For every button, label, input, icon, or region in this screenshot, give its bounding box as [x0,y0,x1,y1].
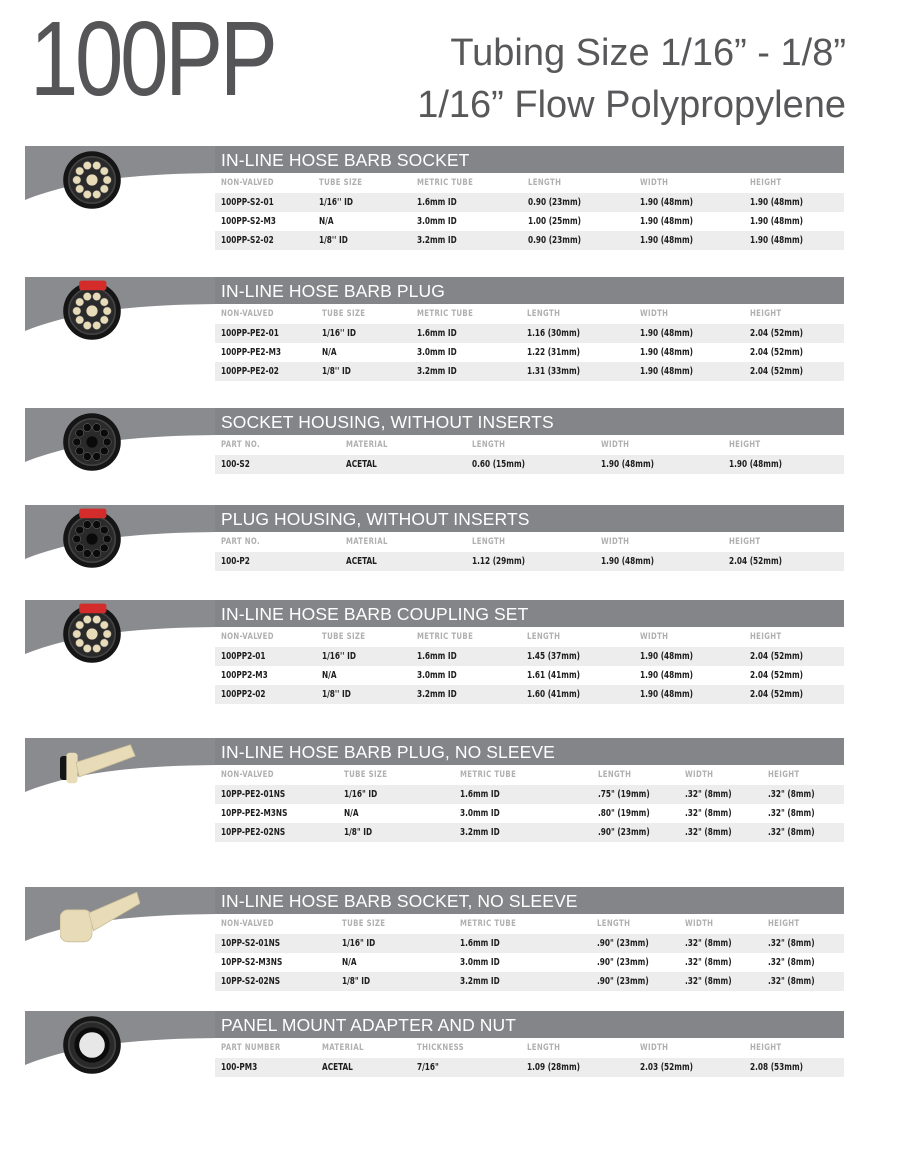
column-header: WIDTH [640,309,669,319]
table-cell: .32" (8mm) [768,827,815,838]
part-number-cell: 100-PM3 [221,1062,258,1073]
column-header: NON-VALVED [221,632,274,642]
column-header: METRIC TUBE [460,919,517,929]
table-header-row [215,533,844,552]
table-cell: 1.90 (48mm) [640,366,693,377]
column-header: HEIGHT [750,1043,782,1053]
table-cell: 2.08 (53mm) [750,1062,803,1073]
table-cell: 3.2mm ID [417,366,457,377]
table-cell: ACETAL [346,556,377,567]
table-row [215,685,844,704]
column-header: NON-VALVED [221,178,274,188]
table-cell: 1.90 (48mm) [640,235,693,246]
column-header: PART NO. [221,440,260,450]
table-cell: 1.90 (48mm) [640,197,693,208]
part-number-cell: 10PP-PE2-M3NS [221,808,288,819]
table-row [215,212,844,231]
table-cell: .32" (8mm) [768,976,815,987]
table-header-row [215,915,844,934]
table-cell: 1.60 (41mm) [527,689,580,700]
column-header: LENGTH [597,919,631,929]
part-number-cell: 100-P2 [221,556,250,567]
column-header: LENGTH [528,178,562,188]
brand-title: 100PP [30,0,275,118]
part-number-cell: 100PP2-M3 [221,670,268,681]
table-cell: 1.90 (48mm) [640,216,693,227]
table-cell: 1.90 (48mm) [640,328,693,339]
section-title: PLUG HOUSING, WITHOUT INSERTS [215,505,844,532]
column-header: PART NUMBER [221,1043,281,1053]
part-number-cell: 10PP-S2-01NS [221,938,281,949]
section-title: IN-LINE HOSE BARB SOCKET [215,146,844,173]
part-number-cell: 100PP-S2-02 [221,235,274,246]
column-header: LENGTH [527,1043,561,1053]
table-cell: 1.90 (48mm) [640,347,693,358]
table-cell: 0.90 (23mm) [528,197,581,208]
table-cell: 1/8'' ID [322,366,351,377]
table-cell: .75" (19mm) [598,789,650,800]
table-cell: 1.12 (29mm) [472,556,525,567]
table-cell: 1.31 (33mm) [527,366,580,377]
table-cell: 1.6mm ID [417,197,457,208]
table-cell: .32" (8mm) [685,938,732,949]
table-header-row [215,1039,844,1058]
part-number-cell: 10PP-S2-M3NS [221,957,283,968]
section-title: IN-LINE HOSE BARB PLUG [215,277,844,304]
column-header: METRIC TUBE [417,632,474,642]
column-header: WIDTH [640,1043,669,1053]
column-header: TUBE SIZE [322,309,366,319]
subtitle-flow-material: 1/16” Flow Polypropylene [417,84,846,126]
table-cell: 1.90 (48mm) [640,651,693,662]
column-header: WIDTH [640,632,669,642]
part-number-cell: 100PP-S2-01 [221,197,274,208]
column-header: WIDTH [685,919,714,929]
column-header: LENGTH [527,309,561,319]
table-cell: .32" (8mm) [685,827,732,838]
table-cell: 0.90 (23mm) [528,235,581,246]
part-number-cell: 100PP-PE2-02 [221,366,279,377]
table-row [215,666,844,685]
part-number-cell: 10PP-S2-02NS [221,976,281,987]
table-cell: .32" (8mm) [685,808,732,819]
table-header-row [215,766,844,785]
socket-housing-icon [60,402,140,482]
column-header: METRIC TUBE [460,770,517,780]
part-number-cell: 100-S2 [221,459,250,470]
table-cell: 1.61 (41mm) [527,670,580,681]
part-number-cell: 10PP-PE2-02NS [221,827,286,838]
table-cell: 1.09 (28mm) [527,1062,580,1073]
table-row [215,647,844,666]
column-header: WIDTH [601,440,630,450]
table-cell: 1/8" ID [344,827,373,838]
column-header: WIDTH [601,537,630,547]
panel-mount-icon [60,1005,140,1085]
table-header-row [215,436,844,455]
column-header: NON-VALVED [221,309,274,319]
table-cell: 3.0mm ID [417,670,457,681]
table-cell: 2.04 (52mm) [750,651,803,662]
table-cell: 1/16" ID [344,789,378,800]
table-cell: .32" (8mm) [768,938,815,949]
table-cell: 2.04 (52mm) [750,328,803,339]
table-cell: 1/16" ID [342,938,376,949]
table-cell: 0.60 (15mm) [472,459,525,470]
table-cell: ACETAL [322,1062,353,1073]
barb-plug-insert-icon [60,732,140,812]
part-number-cell: 100PP-PE2-01 [221,328,279,339]
subtitle-tubing-size: Tubing Size 1/16” - 1/8” [450,32,846,74]
table-cell: .32" (8mm) [685,957,732,968]
column-header: HEIGHT [750,309,782,319]
table-cell: .32" (8mm) [768,789,815,800]
column-header: MATERIAL [346,537,388,547]
table-cell: N/A [322,670,337,681]
table-cell: 2.04 (52mm) [750,670,803,681]
table-cell: .80" (19mm) [598,808,650,819]
table-cell: 1.90 (48mm) [750,197,803,208]
table-cell: 3.2mm ID [417,689,457,700]
section-title: IN-LINE HOSE BARB PLUG, NO SLEEVE [215,738,844,765]
table-cell: 7/16" [417,1062,439,1073]
table-cell: 3.0mm ID [460,808,500,819]
table-row [215,324,844,343]
table-cell: 1.6mm ID [417,328,457,339]
table-row [215,804,844,823]
column-header: LENGTH [527,632,561,642]
table-cell: 1.90 (48mm) [750,216,803,227]
barb-socket-insert-icon [60,881,140,961]
table-cell: N/A [319,216,334,227]
table-cell: 1.90 (48mm) [640,689,693,700]
column-header: NON-VALVED [221,770,274,780]
table-cell: 2.04 (52mm) [750,347,803,358]
table-cell: 2.04 (52mm) [750,689,803,700]
table-row [215,343,844,362]
column-header: TUBE SIZE [342,919,386,929]
column-header: METRIC TUBE [417,178,474,188]
table-cell: 1.45 (37mm) [527,651,580,662]
table-cell: 1.90 (48mm) [601,556,654,567]
table-cell: 3.0mm ID [417,347,457,358]
table-row [215,362,844,381]
table-cell: 1.16 (30mm) [527,328,580,339]
table-cell: 3.0mm ID [417,216,457,227]
section-5 [0,738,904,847]
column-header: HEIGHT [768,770,800,780]
table-row [215,934,844,953]
part-number-cell: 10PP-PE2-01NS [221,789,286,800]
section-title: PANEL MOUNT ADAPTER AND NUT [215,1011,844,1038]
table-cell: 1.6mm ID [460,789,500,800]
table-cell: .90" (23mm) [598,827,650,838]
column-header: MATERIAL [346,440,388,450]
column-header: TUBE SIZE [319,178,363,188]
table-cell: .32" (8mm) [768,808,815,819]
table-cell: 2.04 (52mm) [750,366,803,377]
column-header: HEIGHT [768,919,800,929]
section-title: IN-LINE HOSE BARB COUPLING SET [215,600,844,627]
part-number-cell: 100PP-S2-M3 [221,216,276,227]
part-number-cell: 100PP-PE2-M3 [221,347,282,358]
table-cell: 1.22 (31mm) [527,347,580,358]
table-cell: .32" (8mm) [685,976,732,987]
table-row [215,972,844,991]
table-row [215,1058,844,1077]
table-row [215,785,844,804]
table-cell: .32" (8mm) [685,789,732,800]
table-cell: 3.0mm ID [460,957,500,968]
coupling-set-icon [60,594,140,674]
column-header: LENGTH [472,440,506,450]
barb-plug-icon [60,271,140,351]
column-header: NON-VALVED [221,919,274,929]
table-header-row [215,174,844,193]
table-cell: 1/8'' ID [319,235,348,246]
column-header: LENGTH [598,770,632,780]
column-header: LENGTH [472,537,506,547]
table-cell: N/A [322,347,337,358]
column-header: HEIGHT [729,440,761,450]
column-header: THICKNESS [417,1043,465,1053]
table-cell: 1.90 (48mm) [601,459,654,470]
table-cell: 1.6mm ID [460,938,500,949]
table-header-row [215,628,844,647]
table-cell: .32" (8mm) [768,957,815,968]
table-cell: 3.2mm ID [460,827,500,838]
column-header: MATERIAL [322,1043,364,1053]
table-header-row [215,305,844,324]
table-cell: N/A [344,808,359,819]
table-cell: .90" (23mm) [597,976,649,987]
table-cell: N/A [342,957,357,968]
section-title: SOCKET HOUSING, WITHOUT INSERTS [215,408,844,435]
column-header: PART NO. [221,537,260,547]
part-number-cell: 100PP2-01 [221,651,266,662]
table-cell: .90" (23mm) [597,957,649,968]
column-header: WIDTH [640,178,669,188]
column-header: HEIGHT [750,632,782,642]
table-cell: 3.2mm ID [417,235,457,246]
section-title: IN-LINE HOSE BARB SOCKET, NO SLEEVE [215,887,844,914]
section-2 [0,408,904,479]
column-header: HEIGHT [750,178,782,188]
table-row [215,823,844,842]
table-row [215,231,844,250]
table-cell: 1/16'' ID [319,197,353,208]
section-3 [0,505,904,576]
barb-socket-icon [60,140,140,220]
table-row [215,552,844,571]
table-cell: 1/16'' ID [322,328,356,339]
section-6 [0,887,904,996]
section-7 [0,1011,904,1082]
table-row [215,193,844,212]
table-cell: 1/16'' ID [322,651,356,662]
table-row [215,953,844,972]
column-header: TUBE SIZE [344,770,388,780]
table-cell: 1/8'' ID [322,689,351,700]
table-cell: 1.90 (48mm) [750,235,803,246]
section-1 [0,277,904,386]
column-header: TUBE SIZE [322,632,366,642]
column-header: METRIC TUBE [417,309,474,319]
table-row [215,455,844,474]
table-cell: .90" (23mm) [597,938,649,949]
table-cell: 3.2mm ID [460,976,500,987]
plug-housing-icon [60,499,140,579]
column-header: HEIGHT [729,537,761,547]
table-cell: 1.90 (48mm) [640,670,693,681]
table-cell: 1.90 (48mm) [729,459,782,470]
table-cell: 2.04 (52mm) [729,556,782,567]
part-number-cell: 100PP2-02 [221,689,266,700]
table-cell: 2.03 (52mm) [640,1062,693,1073]
table-cell: 1.6mm ID [417,651,457,662]
table-cell: 1.00 (25mm) [528,216,581,227]
section-0 [0,146,904,255]
column-header: WIDTH [685,770,714,780]
table-cell: ACETAL [346,459,377,470]
table-cell: 1/8" ID [342,976,371,987]
section-4 [0,600,904,709]
